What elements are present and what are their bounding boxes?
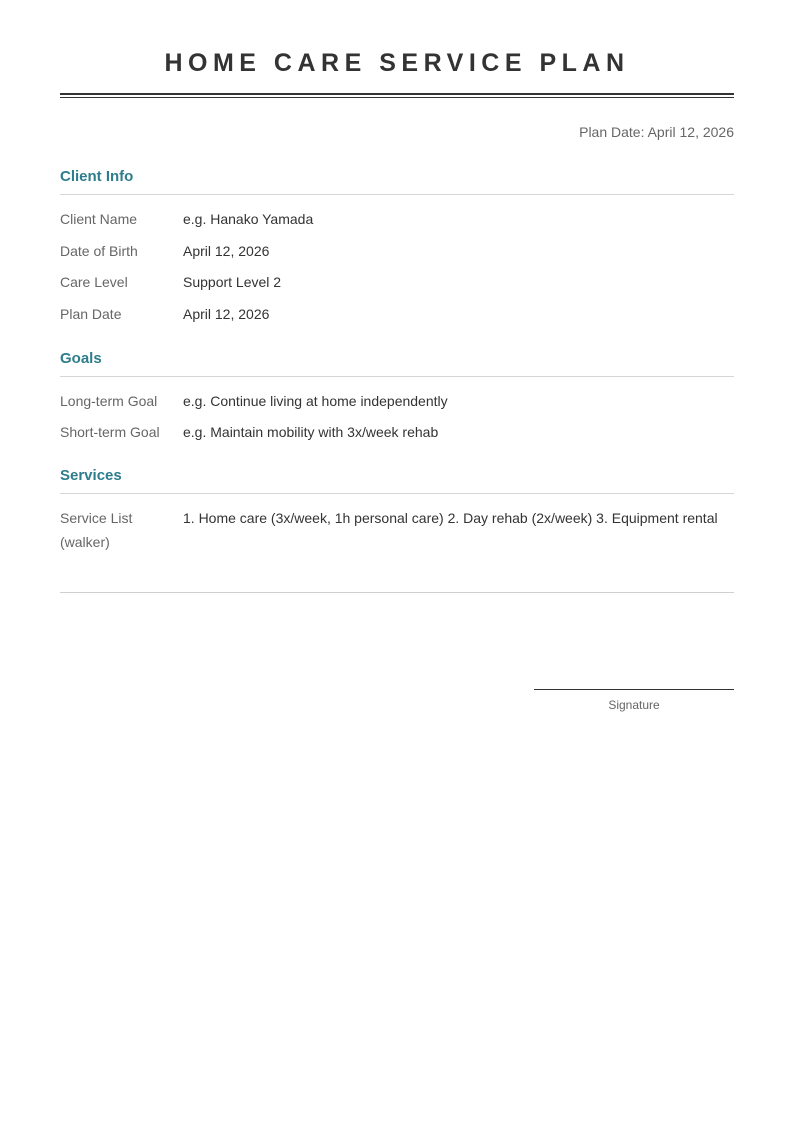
field-value: e.g. Hanako Yamada [183,211,314,227]
section-title-goals: Goals [60,349,734,377]
field-value: e.g. Maintain mobility with 3x/week rehab [183,424,439,440]
goals-rows [60,389,734,445]
field-value: April 12, 2026 [183,305,270,322]
field-row-plan-date [60,302,734,326]
client-info-rows [60,207,734,326]
field-label: Date of Birth [60,242,138,259]
field-row-client-name [60,207,734,231]
field-row-service-list [60,506,734,554]
document-title: HOME CARE SERVICE PLAN [164,49,630,77]
field-row-short-term-goal [60,420,734,444]
field-value: Support Level 2 [183,274,282,290]
section-title-client-info: Client Info [60,167,734,195]
field-label: Service List [60,510,133,526]
field-row-care-level [60,270,734,294]
field-value: 1. Home care (3x/week, 1h personal care) 2. Day rehab (2x/week) 3. Equipment rental [183,510,718,526]
signature-line [534,689,734,690]
section-title-services: Services [60,466,734,494]
header-plan-date: Plan Date: April 12, 2026 [579,124,734,140]
field-label: Short-term Goal [60,424,160,440]
field-value: April 12, 2026 [183,242,270,259]
field-row-long-term-goal [60,389,734,413]
field-value-continuation: (walker) [60,534,110,550]
field-label: Plan Date [60,305,122,322]
field-label: Long-term Goal [60,392,158,409]
footer-divider [60,592,734,593]
field-row-date-of-birth [60,239,734,263]
title-double-rule [60,93,734,98]
signature-label: Signature [608,698,660,712]
field-label: Care Level [60,274,128,290]
signature-block [534,689,734,713]
field-label: Client Name [60,211,138,227]
field-value: e.g. Continue living at home independently [183,392,448,409]
